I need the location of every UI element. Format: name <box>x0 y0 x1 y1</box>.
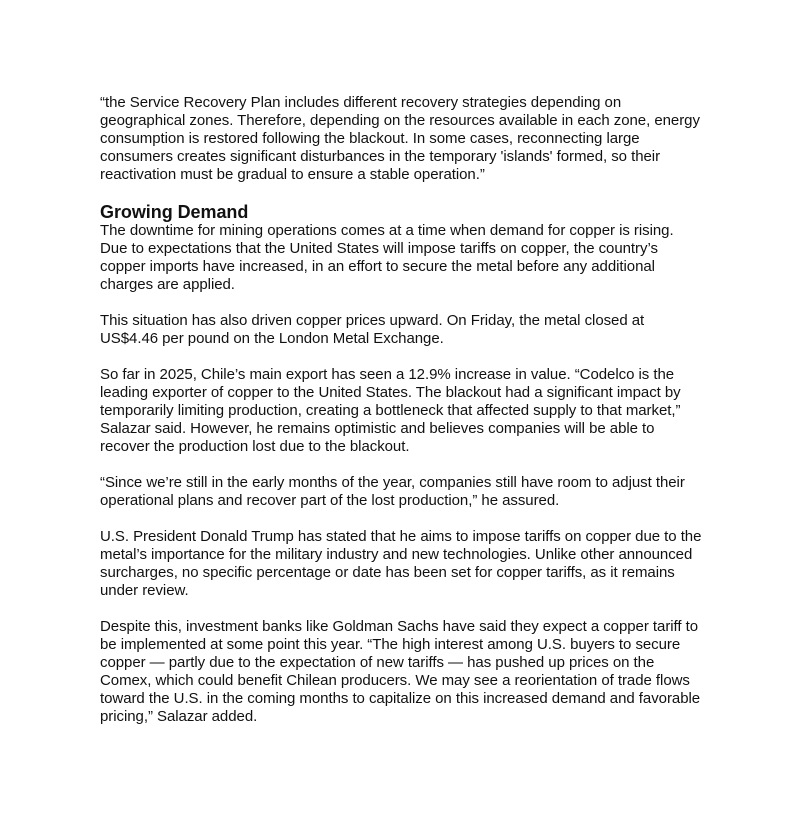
paragraph-codelco: So far in 2025, Chile’s main export has seen a 12.9% increase in value. “Codelco is the leading exporter of copper to the United States. The blackout had a significant impact by temporarily limiting production, creating a bottleneck that affected supply to that market,” Salazar said. However, he remains optimistic and believes companies will be able to recover the production lost due to the blackout. <box>100 366 681 455</box>
paragraph-recovery-plan-quote: “the Service Recovery Plan includes different recovery strategies depending on geographical zones. Therefore, depending on the resources available in each zone, energy consumption is restored following the blackout. In some cases, reconnecting large consumers creates significant disturbances in the temporary 'islands' formed, so their reactivation must be gradual to ensure a stable operation.” <box>100 94 700 183</box>
paragraph-early-months-quote: “Since we’re still in the early months of the year, companies still have room to adjust their operational plans and recover part of the lost production,” he assured. <box>100 474 685 509</box>
paragraph-goldman-sachs: Despite this, investment banks like Goldman Sachs have said they expect a copper tariff to be implemented at some point this year. “The high interest among U.S. buyers to secure copper — partly due to the expectation of new tariffs — has pushed up prices on the Comex, which could benefit Chilean producers. We may see a reorientation of trade flows toward the U.S. in the coming months to capitalize on this increased demand and favorable pricing,” Salazar added. <box>100 618 701 725</box>
paragraph-downtime: The downtime for mining operations comes at a time when demand for copper is rising. Due to expectations that the United States will impose tariffs on copper, the country’s copper imports have increased, in an effort to secure the metal before any additional charges are applied. <box>100 222 674 293</box>
paragraph-trump-tariffs: U.S. President Donald Trump has stated that he aims to impose tariffs on copper due to the metal’s importance for the military industry and new technologies. Unlike other announced surcharges, no specific percentage or date has been set for copper tariffs, as it remains under review. <box>100 528 702 599</box>
paragraph-copper-prices: This situation has also driven copper prices upward. On Friday, the metal closed at US$4.46 per pound on the London Metal Exchange. <box>100 312 645 347</box>
section-heading-growing-demand: Growing Demand <box>100 202 249 222</box>
article-body <box>100 94 704 744</box>
